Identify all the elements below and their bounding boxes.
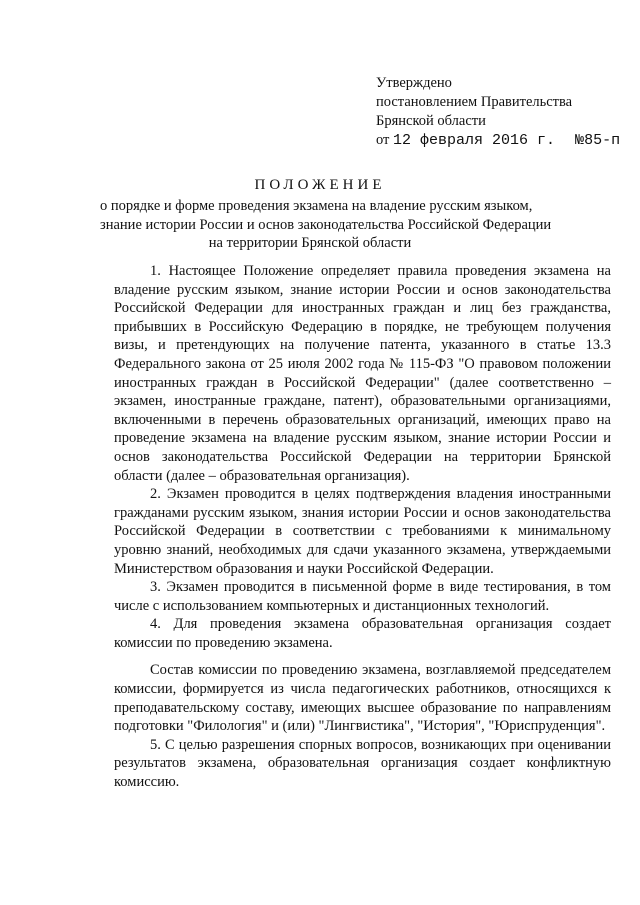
- subtitle-line-2: знание истории России и основ законодательства Российской Федерации: [100, 216, 552, 233]
- document-subtitle: [100, 197, 552, 253]
- approval-date-prefix: от: [376, 132, 390, 148]
- subtitle-line-3: на территории Брянской области: [208, 235, 412, 251]
- approval-line-approved: Утверждено: [376, 75, 452, 91]
- paragraph-2: 2. Экзамен проводится в целях подтверждения владения иностранными гражданами русским языком, знания истории России и основ законодательства Российской Федерации в соответствии с требованиями к минимальному уровню знаний, необходимых для сдачи указанного экзамена, утверждаемыми Министерством образования и науки Российской Федерации.: [114, 486, 611, 577]
- paragraph-4-composition: Состав комиссии по проведению экзамена, возглавляемой председателем комиссии, формируется из числа педагогических работников, относящихся к преподавательскому составу, имеющих высшее образование по направлениям подготовки "Филология" и (или) "Лингвистика", "История", "Юриспруденция".: [114, 662, 611, 735]
- approval-date: 12 февраля 2016 г.: [393, 132, 556, 149]
- approval-stamp: [376, 74, 620, 150]
- document-title: ПОЛОЖЕНИЕ: [254, 177, 386, 193]
- paragraph-5: 5. С целью разрешения спорных вопросов, возникающих при оценивании результатов экзамена, образовательная организация создает конфликтную комиссию.: [114, 736, 611, 791]
- subtitle-line-1: о порядке и форме проведения экзамена на владение русским языком,: [100, 198, 533, 214]
- approval-number: №85-п: [575, 132, 621, 149]
- approval-date-line: [376, 131, 620, 150]
- paragraph-1: 1. Настоящее Положение определяет правила проведения экзамена на владение русским языком, знание истории России и основ законодательства Российской Федерации для иностранных граждан и лиц без гражданства, прибывших в Российскую Федерацию в порядке, не требующем получения визы, и претендующих на получение патента, указанного в статье 13.3 Федерального закона от 25 июля 2002 года № 115-ФЗ "О правовом положении иностранных граждан в Российской Федерации" (далее соответственно – экзамен, иностранные граждане, патент), образовательными организациями, включенными в перечень образовательных организаций, имеющих право на проведение экзамена на владение русским языком, знание истории России и основ законодательства Российской Федерации на территории Брянской области (далее – образовательная организация).: [114, 263, 611, 484]
- paragraph-3: 3. Экзамен проводится в письменной форме в виде тестирования, в том числе с использованием компьютерных и дистанционных технологий.: [114, 579, 611, 614]
- document-body: [114, 262, 611, 792]
- paragraph-4: 4. Для проведения экзамена образовательная организация создает комиссии по проведению экзамена.: [114, 616, 611, 651]
- approval-line-region: Брянской области: [376, 113, 486, 129]
- approval-line-resolution: постановлением Правительства: [376, 94, 573, 110]
